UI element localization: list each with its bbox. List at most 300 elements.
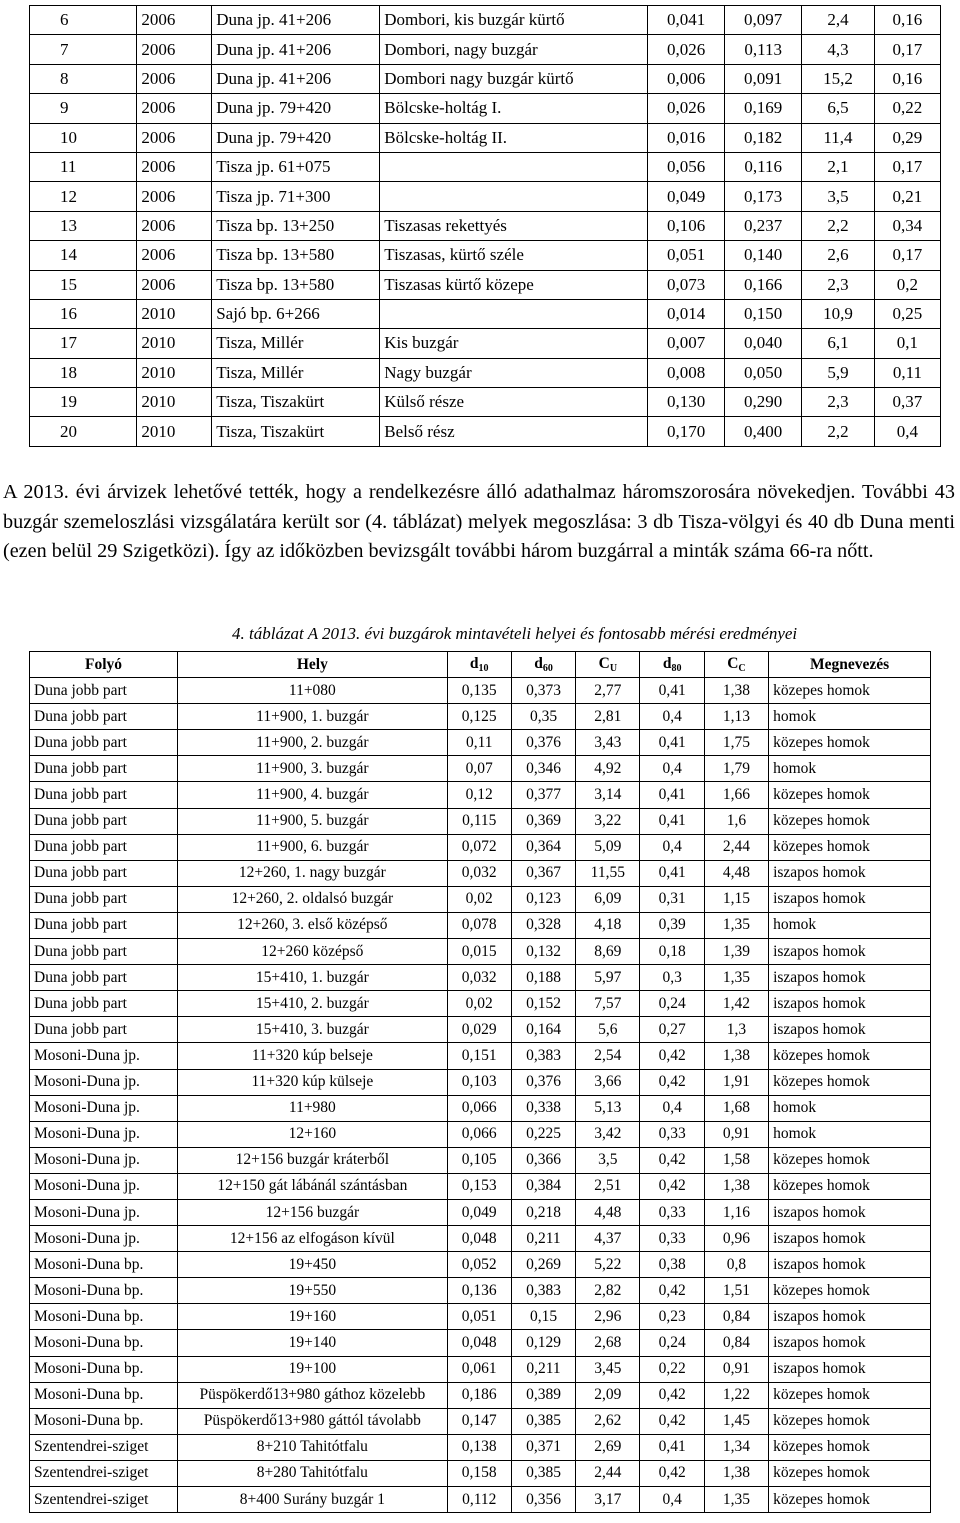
table-cell: 6 (30, 6, 137, 35)
table-cell: Mosoni-Duna bp. (30, 1382, 178, 1408)
table-cell: 0,29 (874, 123, 940, 152)
table-cell: Sajó bp. 6+266 (212, 299, 380, 328)
table-cell: 5,9 (802, 358, 875, 387)
table-row (30, 939, 931, 965)
table-cell: 0,113 (725, 35, 802, 64)
table-cell: 0,91 (704, 1121, 768, 1147)
table-cell: közepes homok (769, 834, 931, 860)
table-cell: 15+410, 1. buzgár (178, 965, 447, 991)
table-cell: Szentendrei-sziget (30, 1487, 178, 1513)
table-cell: Dombori nagy buzgár kürtő (380, 64, 648, 93)
table-row (30, 1199, 931, 1225)
table-cell: 16 (30, 299, 137, 328)
table-cell: 1,66 (704, 782, 768, 808)
table-cell: 0,106 (648, 211, 725, 240)
table-cell: 0,385 (511, 1460, 575, 1486)
table-cell: 0,182 (725, 123, 802, 152)
table-cell: 0,27 (640, 1017, 704, 1043)
table-cell: 17 (30, 329, 137, 358)
table-cell: 0,290 (725, 388, 802, 417)
table-cell: 0,4 (640, 834, 704, 860)
table-cell: Mosoni-Duna jp. (30, 1147, 178, 1173)
table-cell: Mosoni-Duna jp. (30, 1121, 178, 1147)
table-cell: 0,4 (640, 1487, 704, 1513)
table-cell: 5,6 (576, 1017, 640, 1043)
table-cell: 11+320 kúp külseje (178, 1069, 447, 1095)
table-cell: 0,078 (447, 912, 511, 938)
table-cell: Mosoni-Duna jp. (30, 1043, 178, 1069)
table-cell: 0,123 (511, 886, 575, 912)
table-cell: 1,22 (704, 1382, 768, 1408)
table-cell: 2,09 (576, 1382, 640, 1408)
table-row (30, 965, 931, 991)
table-row (30, 808, 931, 834)
table-cell: 0,376 (511, 730, 575, 756)
table-cell: 2,54 (576, 1043, 640, 1069)
table-cell: 12+150 gát lábánál szántásban (178, 1173, 447, 1199)
table-cell: Mosoni-Duna bp. (30, 1304, 178, 1330)
table-cell: 19+100 (178, 1356, 447, 1382)
table-row (30, 358, 941, 387)
header-cc: $C_C$ (704, 652, 768, 678)
table-cell: Duna jobb part (30, 965, 178, 991)
table-cell: 0,31 (640, 886, 704, 912)
table-cell: 12+260, 1. nagy buzgár (178, 860, 447, 886)
table-cell: 0,84 (704, 1304, 768, 1330)
table-cell: homok (769, 912, 931, 938)
table-cell: 15+410, 3. buzgár (178, 1017, 447, 1043)
table-cell: 1,75 (704, 730, 768, 756)
table-cell: 2010 (137, 358, 212, 387)
table-cell: közepes homok (769, 730, 931, 756)
table-cell: 0,032 (447, 860, 511, 886)
table-cell: 5,13 (576, 1095, 640, 1121)
table-row (30, 1304, 931, 1330)
table-cell: 19 (30, 388, 137, 417)
table-cell: 0,169 (725, 94, 802, 123)
table-cell: 0,166 (725, 270, 802, 299)
table-cell: Tisza, Tiszakürt (212, 417, 380, 446)
table-cell: közepes homok (769, 1460, 931, 1486)
table-cell: Duna jobb part (30, 730, 178, 756)
table-cell: 1,58 (704, 1147, 768, 1173)
table-cell: homok (769, 756, 931, 782)
table-cell: 0,061 (447, 1356, 511, 1382)
table-cell: 11+900, 3. buzgár (178, 756, 447, 782)
table-cell: 2006 (137, 182, 212, 211)
table-cell: Mosoni-Duna bp. (30, 1330, 178, 1356)
table-row (30, 64, 941, 93)
table-cell: 11+900, 4. buzgár (178, 782, 447, 808)
table-row (30, 1408, 931, 1434)
table-cell: Tisza, Tiszakürt (212, 388, 380, 417)
table-cell: 0,373 (511, 678, 575, 704)
table-cell: homok (769, 1095, 931, 1121)
table-cell: Bölcske-holtág II. (380, 123, 648, 152)
table-cell: 0,42 (640, 1069, 704, 1095)
table-cell: 0,41 (640, 730, 704, 756)
table-cell: Mosoni-Duna jp. (30, 1199, 178, 1225)
table-cell: 2006 (137, 241, 212, 270)
table-cell: 5,09 (576, 834, 640, 860)
table-row (30, 1356, 931, 1382)
table-cell: 15 (30, 270, 137, 299)
table-cell: 4,48 (704, 860, 768, 886)
table-cell: 2006 (137, 152, 212, 181)
table-cell: 0,16 (874, 6, 940, 35)
table-row (30, 270, 941, 299)
table-cell: 0,02 (447, 991, 511, 1017)
table-cell: 3,43 (576, 730, 640, 756)
table-row (30, 299, 941, 328)
table-cell: iszapos homok (769, 1304, 931, 1330)
table-cell: 2,77 (576, 678, 640, 704)
table-cell: 4,18 (576, 912, 640, 938)
table-cell: közepes homok (769, 1434, 931, 1460)
table-cell: 0,4 (640, 1095, 704, 1121)
table-cell: 6,1 (802, 329, 875, 358)
table-cell: 1,15 (704, 886, 768, 912)
table-cell: 20 (30, 417, 137, 446)
table-cell: 0,072 (447, 834, 511, 860)
table-cell: 0,42 (640, 1408, 704, 1434)
table-cell: 0,383 (511, 1278, 575, 1304)
table-cell: 0,346 (511, 756, 575, 782)
table-cell: 0,006 (648, 64, 725, 93)
table-cell: 0,377 (511, 782, 575, 808)
table-cell: Duna jobb part (30, 756, 178, 782)
table-cell: 0,41 (640, 860, 704, 886)
table-row (30, 704, 931, 730)
table-cell: 0,051 (447, 1304, 511, 1330)
table-cell: 0,040 (725, 329, 802, 358)
table-cell: Tisza bp. 13+580 (212, 241, 380, 270)
table-cell: Duna jobb part (30, 991, 178, 1017)
table-row (30, 35, 941, 64)
table-cell: Duna jobb part (30, 704, 178, 730)
table-cell: 8+280 Tahitótfalu (178, 1460, 447, 1486)
table-cell: közepes homok (769, 1278, 931, 1304)
table-cell: 11 (30, 152, 137, 181)
table-cell: 2010 (137, 299, 212, 328)
buzgar-table-2006-2010 (29, 5, 941, 447)
table-cell: Mosoni-Duna bp. (30, 1252, 178, 1278)
table-cell: 1,35 (704, 965, 768, 991)
table-cell: 0,150 (725, 299, 802, 328)
table-cell: 4,92 (576, 756, 640, 782)
table-row (30, 1382, 931, 1408)
table-cell: 0,1 (874, 329, 940, 358)
table-cell: 10,9 (802, 299, 875, 328)
table-cell: 0,8 (704, 1252, 768, 1278)
table-cell: Duna jp. 41+206 (212, 6, 380, 35)
table-cell: 0,12 (447, 782, 511, 808)
table-cell: 0,4 (874, 417, 940, 446)
table-cell: 2,4 (802, 6, 875, 35)
table-cell: iszapos homok (769, 991, 931, 1017)
table-cell: 0,026 (648, 35, 725, 64)
table-cell: 0,07 (447, 756, 511, 782)
table-cell: 1,68 (704, 1095, 768, 1121)
table-cell: 0,383 (511, 1043, 575, 1069)
table-cell: Duna jobb part (30, 860, 178, 886)
table-cell (380, 182, 648, 211)
table-cell: 19+140 (178, 1330, 447, 1356)
table-cell: 11+900, 5. buzgár (178, 808, 447, 834)
table-cell: 0,125 (447, 704, 511, 730)
table-cell: Dombori, nagy buzgár (380, 35, 648, 64)
table-cell: iszapos homok (769, 1252, 931, 1278)
table-cell: 0,84 (704, 1330, 768, 1356)
table-cell: 15,2 (802, 64, 875, 93)
table-cell: iszapos homok (769, 1226, 931, 1252)
table-cell: Duna jobb part (30, 912, 178, 938)
table-cell: 12+156 az elfogáson kívül (178, 1226, 447, 1252)
table-row (30, 1252, 931, 1278)
table-cell: 1,35 (704, 1487, 768, 1513)
table-cell: 0,049 (447, 1199, 511, 1225)
table-cell: Duna jp. 41+206 (212, 64, 380, 93)
table-cell: Duna jp. 79+420 (212, 94, 380, 123)
table-cell: iszapos homok (769, 939, 931, 965)
table-row (30, 1043, 931, 1069)
table-cell: 10 (30, 123, 137, 152)
table-cell: 0,384 (511, 1173, 575, 1199)
table-cell: 0,153 (447, 1173, 511, 1199)
table-cell: 0,376 (511, 1069, 575, 1095)
table-cell: 0,4 (640, 756, 704, 782)
body-paragraph: A 2013. évi árvizek lehetővé tették, hogy a rendelkezésre álló adathalmaz háromszorosára növekedjen. További 43 buzgár szemeloszlási vizsgálatára került sor (4. táblázat) melyek megoszlása: 3 db Tisza-völgyi és 40 db Duna menti (ezen belül 29 Szigetközi). Így az időközben bevizsgált további három buzgárral a minták száma 66-ra nőtt. (3, 481, 955, 562)
table-cell: 19+160 (178, 1304, 447, 1330)
table-cell: 12 (30, 182, 137, 211)
header-d60: $d_{60}$ (511, 652, 575, 678)
table-cell: 0,17 (874, 35, 940, 64)
table-cell: 11+900, 2. buzgár (178, 730, 447, 756)
table-cell: 3,42 (576, 1121, 640, 1147)
table-row (30, 1278, 931, 1304)
table-cell: Duna jp. 79+420 (212, 123, 380, 152)
header-folyo: Folyó (30, 652, 178, 678)
table-cell: 1,34 (704, 1434, 768, 1460)
table-cell (380, 299, 648, 328)
table-cell: 1,45 (704, 1408, 768, 1434)
table-cell: 0,026 (648, 94, 725, 123)
table-cell: 0,112 (447, 1487, 511, 1513)
table-cell: 0,151 (447, 1043, 511, 1069)
table-cell: 0,42 (640, 1147, 704, 1173)
table-cell: Tiszasas rekettyés (380, 211, 648, 240)
table-cell: 2,2 (802, 417, 875, 446)
table-cell: 0,15 (511, 1304, 575, 1330)
table-cell: 0,33 (640, 1226, 704, 1252)
table-cell: 0,211 (511, 1226, 575, 1252)
table-cell: 0,147 (447, 1408, 511, 1434)
table-cell: 0,21 (874, 182, 940, 211)
table-row (30, 182, 941, 211)
table-cell: 3,22 (576, 808, 640, 834)
table-cell: 0,39 (640, 912, 704, 938)
table-cell: közepes homok (769, 1043, 931, 1069)
table-cell: 3,66 (576, 1069, 640, 1095)
table-cell: Tiszasas, kürtő széle (380, 241, 648, 270)
table-row (30, 1069, 931, 1095)
table-cell: 0,225 (511, 1121, 575, 1147)
table-cell: 11+900, 1. buzgár (178, 704, 447, 730)
table-cell: 0,066 (447, 1121, 511, 1147)
table-cell: 0,132 (511, 939, 575, 965)
table-row (30, 1173, 931, 1199)
table-cell: 11+320 kúp belseje (178, 1043, 447, 1069)
table-cell: 1,6 (704, 808, 768, 834)
table-cell: 0,389 (511, 1382, 575, 1408)
table-row (30, 94, 941, 123)
table-cell: 0,158 (447, 1460, 511, 1486)
table-cell: 7,57 (576, 991, 640, 1017)
table-cell: Mosoni-Duna bp. (30, 1278, 178, 1304)
table-cell: 6,5 (802, 94, 875, 123)
table-row (30, 211, 941, 240)
table-cell: iszapos homok (769, 886, 931, 912)
table-row (30, 730, 931, 756)
table-cell: Mosoni-Duna jp. (30, 1069, 178, 1095)
table-cell: 0,066 (447, 1095, 511, 1121)
table-cell: 0,38 (640, 1252, 704, 1278)
table-cell: 0,22 (640, 1356, 704, 1382)
table-cell: 0,073 (648, 270, 725, 299)
table-cell: 0,041 (648, 6, 725, 35)
table-cell: 8+210 Tahitótfalu (178, 1434, 447, 1460)
table-cell: Duna jobb part (30, 834, 178, 860)
table-row (30, 860, 931, 886)
table-cell: 2006 (137, 94, 212, 123)
table-cell: 15+410, 2. buzgár (178, 991, 447, 1017)
table-cell: Tisza bp. 13+250 (212, 211, 380, 240)
table-cell: Mosoni-Duna jp. (30, 1173, 178, 1199)
table-cell: iszapos homok (769, 860, 931, 886)
table-cell: Dombori, kis buzgár kürtő (380, 6, 648, 35)
table-cell: Nagy buzgár (380, 358, 648, 387)
table-row (30, 756, 931, 782)
table-row (30, 1330, 931, 1356)
table-cell: 0,129 (511, 1330, 575, 1356)
table-row (30, 152, 941, 181)
table-cell: 1,38 (704, 678, 768, 704)
table-cell: Mosoni-Duna bp. (30, 1408, 178, 1434)
table-cell: 0,364 (511, 834, 575, 860)
table-cell: 8+400 Surány buzgár 1 (178, 1487, 447, 1513)
table-cell: közepes homok (769, 1173, 931, 1199)
table-cell: Mosoni-Duna jp. (30, 1095, 178, 1121)
table-cell: 12+260, 2. oldalsó buzgár (178, 886, 447, 912)
header-cu: $C_U$ (576, 652, 640, 678)
table-cell: 5,22 (576, 1252, 640, 1278)
header-hely: Hely (178, 652, 447, 678)
table-cell: 3,17 (576, 1487, 640, 1513)
table-cell: iszapos homok (769, 1330, 931, 1356)
table-cell: 0,115 (447, 808, 511, 834)
table-cell: 4,37 (576, 1226, 640, 1252)
table-cell: 2,3 (802, 270, 875, 299)
table-cell: 0,091 (725, 64, 802, 93)
table-cell: 2006 (137, 270, 212, 299)
table-cell: Duna jobb part (30, 782, 178, 808)
table-row (30, 1434, 931, 1460)
table-cell: 2,44 (704, 834, 768, 860)
table-cell: Duna jobb part (30, 808, 178, 834)
table-cell: 0,41 (640, 808, 704, 834)
table-header-row (30, 652, 931, 678)
table-cell: 0,029 (447, 1017, 511, 1043)
table-cell: 6,09 (576, 886, 640, 912)
table-cell: 1,38 (704, 1043, 768, 1069)
table-cell: 0,170 (648, 417, 725, 446)
table-cell: 0,42 (640, 1278, 704, 1304)
table-row (30, 6, 941, 35)
table-cell: 0,140 (725, 241, 802, 270)
table-cell: 2,69 (576, 1434, 640, 1460)
table-row (30, 912, 931, 938)
table-cell: 0,049 (648, 182, 725, 211)
table-cell: Bölcske-holtág I. (380, 94, 648, 123)
table-cell: Tisza bp. 13+580 (212, 270, 380, 299)
table-cell: 0,41 (640, 1434, 704, 1460)
table-cell: 0,17 (874, 152, 940, 181)
table-cell: 0,211 (511, 1356, 575, 1382)
table-cell: 0,385 (511, 1408, 575, 1434)
table-cell: 2010 (137, 417, 212, 446)
table-cell: 0,3 (640, 965, 704, 991)
table-cell: közepes homok (769, 1147, 931, 1173)
table-cell: 0,24 (640, 991, 704, 1017)
table-cell: 1,79 (704, 756, 768, 782)
table-cell: 1,38 (704, 1460, 768, 1486)
table-cell: 0,42 (640, 1382, 704, 1408)
table-cell: 0,136 (447, 1278, 511, 1304)
table-cell: iszapos homok (769, 1017, 931, 1043)
table-cell: 0,186 (447, 1382, 511, 1408)
table-cell: homok (769, 1121, 931, 1147)
table-cell: 0,41 (640, 782, 704, 808)
table-row (30, 1147, 931, 1173)
table-cell: 0,097 (725, 6, 802, 35)
table-cell: 2010 (137, 329, 212, 358)
table-cell: Duna jobb part (30, 678, 178, 704)
table-cell: 8,69 (576, 939, 640, 965)
table-cell: 11,4 (802, 123, 875, 152)
table-cell: 2,62 (576, 1408, 640, 1434)
table-row (30, 678, 931, 704)
table-cell: 0,338 (511, 1095, 575, 1121)
table-cell: Tiszasas kürtő közepe (380, 270, 648, 299)
table-cell: 5,97 (576, 965, 640, 991)
table-cell: 4,3 (802, 35, 875, 64)
table-cell: Belső rész (380, 417, 648, 446)
table-row (30, 886, 931, 912)
table-cell: 0,371 (511, 1434, 575, 1460)
table-cell: 0,135 (447, 678, 511, 704)
table-cell: 2,81 (576, 704, 640, 730)
table-cell: 0,016 (648, 123, 725, 152)
table-cell: 1,16 (704, 1199, 768, 1225)
table-cell: közepes homok (769, 1487, 931, 1513)
table-cell: 0,23 (640, 1304, 704, 1330)
table-cell: 1,91 (704, 1069, 768, 1095)
table-cell: 0,173 (725, 182, 802, 211)
table-cell: 0,41 (640, 678, 704, 704)
table-cell: 0,007 (648, 329, 725, 358)
table-cell: Tisza jp. 61+075 (212, 152, 380, 181)
table-row (30, 1095, 931, 1121)
